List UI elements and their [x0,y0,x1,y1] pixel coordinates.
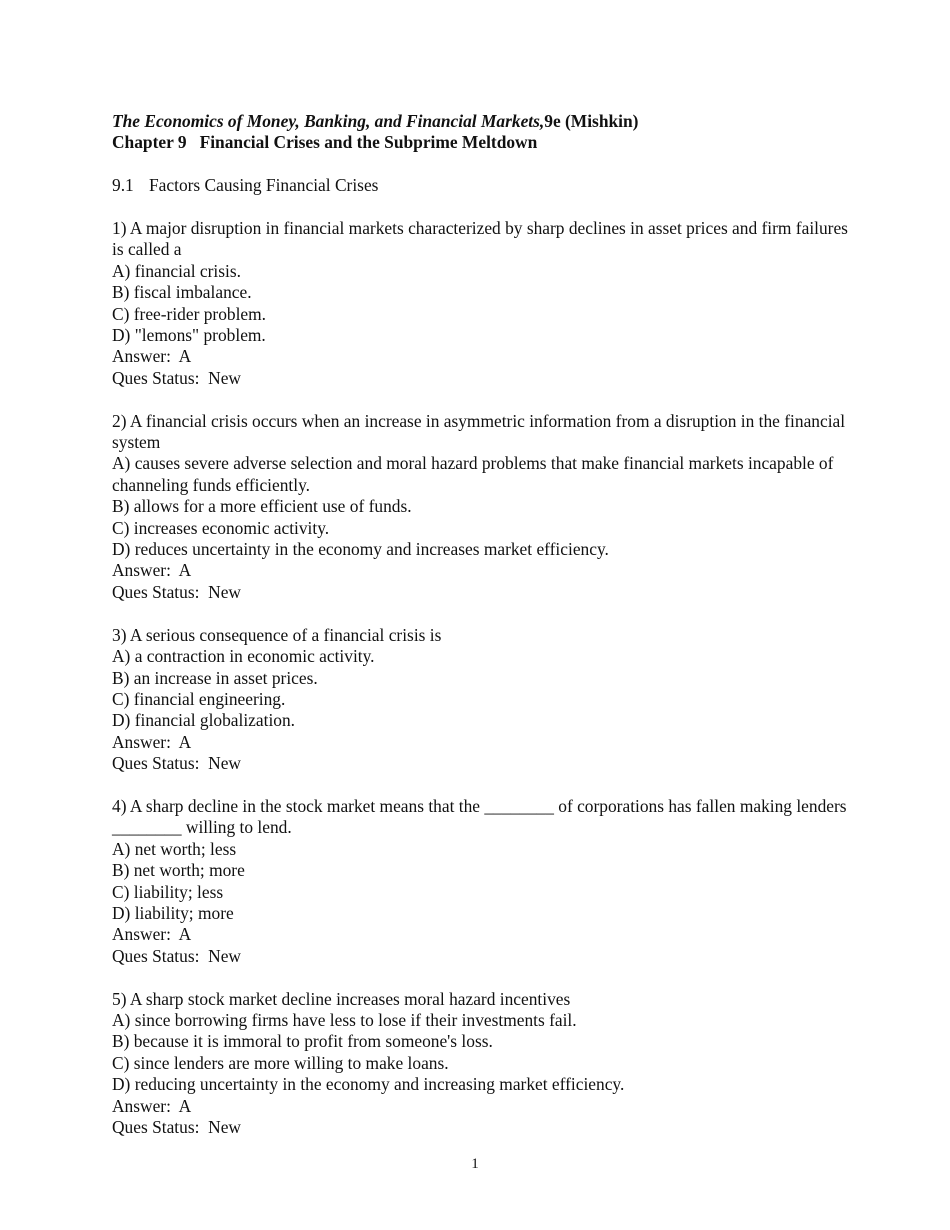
option-a: A) net worth; less [112,838,237,859]
option-a: A) a contraction in economic activity. [112,646,375,667]
option-b: B) allows for a more efficient use of funds. [112,496,412,517]
option-b: B) net worth; more [112,860,245,881]
answer: Answer: A [112,560,192,581]
option-b: B) an increase in asset prices. [112,667,318,688]
option-a: A) financial crisis. [112,260,241,281]
option-c: C) increases economic activity. [112,517,330,538]
question-status: Ques Status: New [112,945,241,966]
option-d: D) reduces uncertainty in the economy and increases market efficiency. [112,539,609,560]
option-a: A) since borrowing firms have less to lose if their investments fail. [112,1009,577,1030]
answer: Answer: A [112,346,192,367]
question-status: Ques Status: New [112,1117,241,1137]
book-title-line [112,111,852,132]
answer: Answer: A [112,731,192,752]
section-heading [112,175,852,196]
question-stem: 3) A serious consequence of a financial crisis is [112,624,442,645]
section-number: 9.1 [112,175,134,196]
question-status: Ques Status: New [112,581,241,602]
option-b: B) because it is immoral to profit from someone's loss. [112,1031,493,1052]
question-status: Ques Status: New [112,367,241,388]
question-4 [112,796,852,967]
option-d: D) liability; more [112,902,234,923]
question-2 [112,411,852,604]
document-page [112,111,852,1138]
edition-author: 9e (Mishkin) [544,111,639,131]
option-d: D) "lemons" problem. [112,325,266,346]
question-stem: 5) A sharp stock market decline increases moral hazard incentives [112,988,571,1009]
answer: Answer: A [112,924,192,945]
option-b: B) fiscal imbalance. [112,282,252,303]
question-5 [112,989,852,1139]
question-stem: 4) A sharp decline in the stock market means that the ________ of corporations has fallen making lenders ________ willing to lend. [112,795,847,838]
answer: Answer: A [112,1095,192,1116]
question-3 [112,625,852,775]
question-status: Ques Status: New [112,753,241,774]
question-stem: 2) A financial crisis occurs when an increase in asymmetric information from a disruption in the financial system [112,410,846,453]
question-stem: 1) A major disruption in financial markets characterized by sharp declines in asset prices and firm failures is called a [112,218,848,260]
option-a: A) causes severe adverse selection and moral hazard problems that make financial markets incapable of channeling funds efficiently. [112,453,834,495]
option-c: C) free-rider problem. [112,303,267,324]
option-c: C) since lenders are more willing to make loans. [112,1052,449,1073]
book-title: The Economics of Money, Banking, and Financial Markets, [112,111,545,131]
option-c: C) financial engineering. [112,688,286,709]
chapter-title: Chapter 9 Financial Crises and the Subprime Meltdown [112,132,538,153]
page-number: 1 [471,1156,479,1172]
question-1 [112,218,852,389]
option-d: D) reducing uncertainty in the economy and increasing market efficiency. [112,1074,625,1095]
section-title: Factors Causing Financial Crises [149,175,379,196]
option-c: C) liability; less [112,881,224,902]
option-d: D) financial globalization. [112,710,296,731]
